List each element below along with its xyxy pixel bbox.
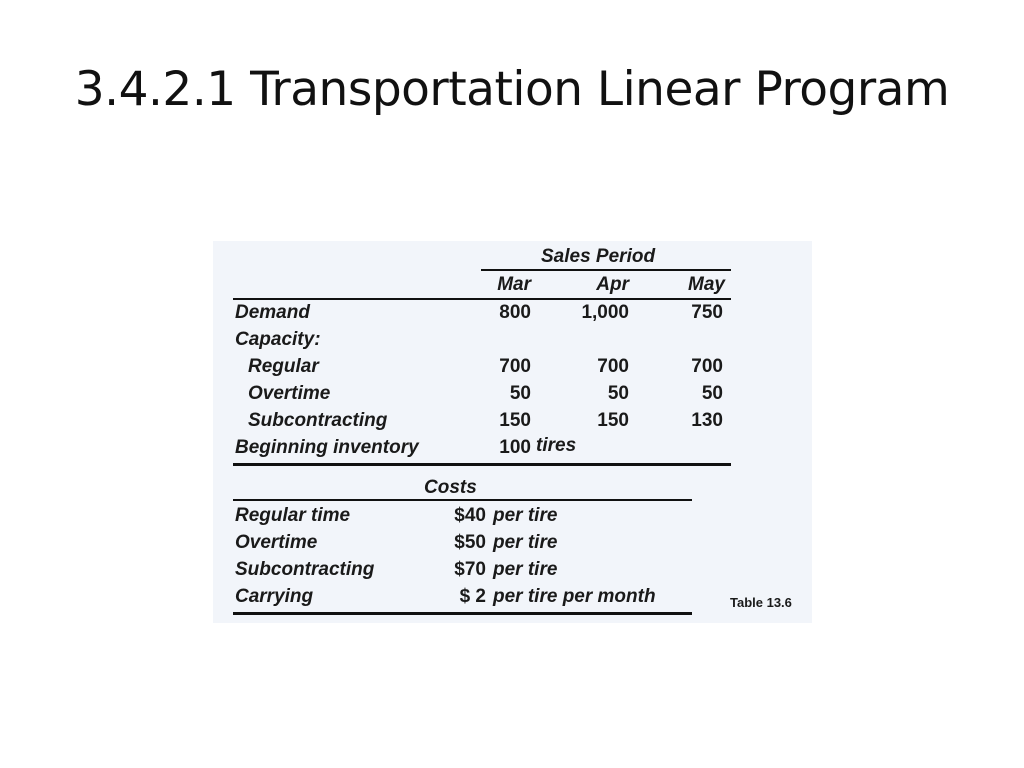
costs-bottom-rule: [233, 612, 692, 615]
column-header-apr: Apr: [596, 274, 629, 295]
cell-overtime-apr: 50: [607, 383, 629, 404]
row-label-demand: Demand: [235, 302, 310, 323]
cell-regular-mar: 700: [499, 356, 531, 377]
slide-title: 3.4.2.1 Transportation Linear Program: [74, 62, 950, 117]
cost-amount-overtime: $50: [454, 532, 486, 553]
bottom-rule: [233, 463, 731, 466]
cost-unit-regular-time: per tire: [493, 505, 558, 526]
cell-subcontracting-may: 130: [691, 410, 723, 431]
cost-unit-subcontracting: per tire: [493, 559, 558, 580]
cost-label-subcontracting: Subcontracting: [235, 559, 375, 580]
cell-inventory-unit: tires: [536, 435, 577, 456]
cell-demand-mar: 800: [499, 302, 531, 323]
cost-unit-carrying: per tire per month: [493, 586, 656, 607]
cell-regular-apr: 700: [597, 356, 629, 377]
cell-overtime-mar: 50: [509, 383, 531, 404]
column-header-mar: Mar: [497, 274, 531, 295]
cost-label-carrying: Carrying: [235, 586, 314, 607]
cost-amount-subcontracting: $70: [454, 559, 486, 580]
cell-overtime-may: 50: [701, 383, 723, 404]
cost-unit-overtime: per tire: [493, 532, 558, 553]
cost-label-regular-time: Regular time: [235, 505, 351, 526]
cost-amount-regular-time: $40: [454, 505, 486, 526]
cell-regular-may: 700: [691, 356, 723, 377]
costs-header: Costs: [424, 477, 477, 498]
row-label-beginning-inventory: Beginning inventory: [235, 437, 419, 458]
cell-subcontracting-apr: 150: [597, 410, 629, 431]
cell-demand-apr: 1,000: [581, 302, 629, 323]
row-label-subcontracting: Subcontracting: [248, 410, 388, 431]
cell-demand-may: 750: [691, 302, 723, 323]
data-table-figure: [213, 241, 812, 623]
top-rule: [233, 298, 731, 300]
cell-subcontracting-mar: 150: [499, 410, 531, 431]
table-number-label: Table 13.6: [730, 595, 792, 610]
cost-amount-carrying: $ 2: [459, 586, 486, 607]
sales-period-header: Sales Period: [541, 246, 656, 267]
row-label-regular: Regular: [248, 356, 319, 377]
costs-top-rule: [233, 499, 692, 501]
row-label-capacity: Capacity:: [235, 329, 321, 350]
cell-inventory-value: 100: [499, 437, 531, 458]
column-header-may: May: [688, 274, 725, 295]
header-rule: [481, 269, 731, 271]
row-label-overtime: Overtime: [248, 383, 331, 404]
cost-label-overtime: Overtime: [235, 532, 318, 553]
